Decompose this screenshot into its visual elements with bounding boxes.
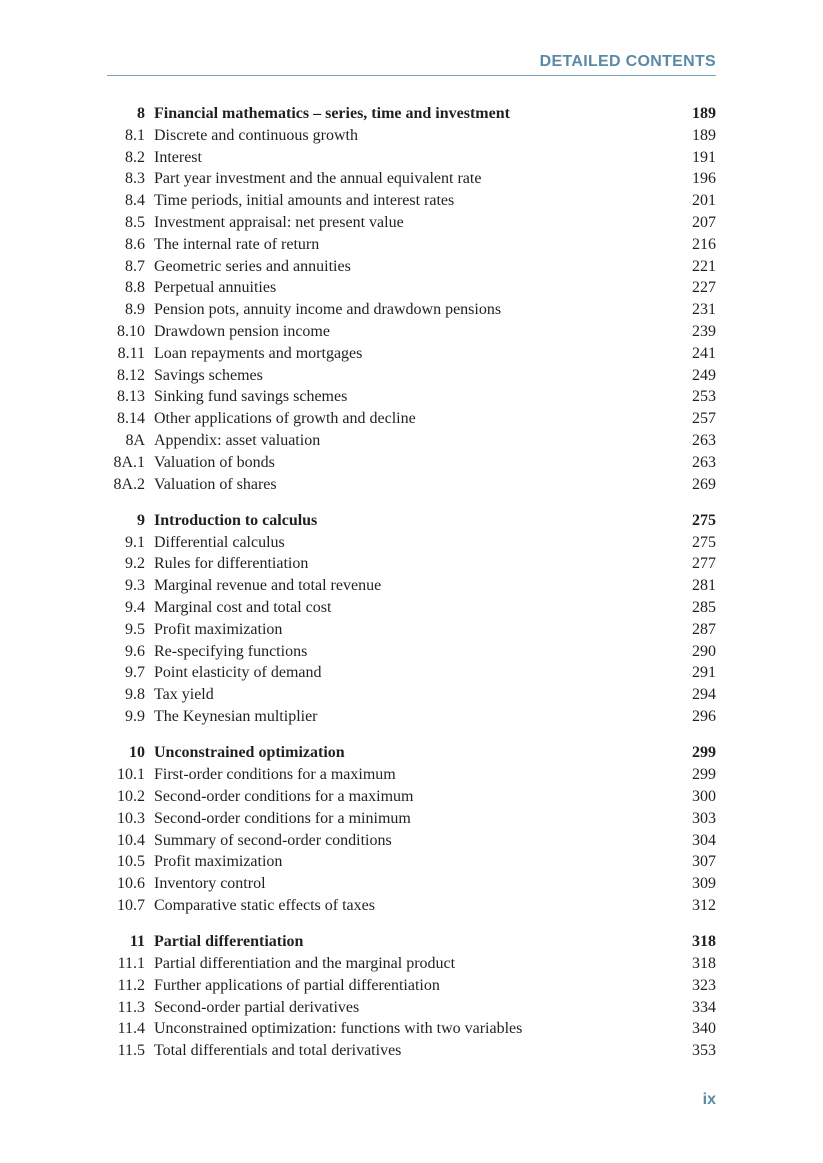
entry-page: 189 (692, 126, 716, 144)
entry-page: 312 (692, 896, 716, 914)
entry-page: 249 (692, 366, 716, 384)
running-header: DETAILED CONTENTS (539, 53, 716, 70)
toc-entry (107, 830, 716, 852)
entry-title: The internal rate of return (154, 235, 320, 253)
entry-page: 291 (692, 664, 716, 682)
entry-page: 287 (692, 620, 716, 638)
entry-page: 196 (692, 170, 716, 188)
entry-number: 9.1 (125, 533, 145, 551)
entry-number: 8.6 (125, 235, 145, 253)
entry-page: 263 (692, 453, 716, 471)
entry-number: 8.12 (117, 366, 145, 384)
entry-number: 8.3 (125, 170, 145, 188)
entry-title: Geometric series and annuities (154, 257, 351, 275)
entry-page: 303 (692, 809, 716, 827)
entry-number: 11.2 (117, 976, 145, 994)
entry-page: 253 (692, 388, 716, 406)
entry-title: Interest (154, 148, 202, 166)
entry-number: 9.2 (125, 555, 145, 573)
toc-entry (107, 764, 716, 786)
entry-title: Differential calculus (154, 533, 285, 551)
toc-entry (107, 147, 716, 169)
chapter-heading (107, 742, 716, 764)
chapter-heading (107, 510, 716, 532)
entry-title: Unconstrained optimization (154, 744, 345, 762)
entry-page: 285 (692, 599, 716, 617)
entry-title: Second-order conditions for a maximum (154, 787, 414, 805)
entry-title: Further applications of partial differentiation (154, 976, 440, 994)
entry-title: Point elasticity of demand (154, 664, 322, 682)
toc-entry (107, 256, 716, 278)
toc-entry (107, 619, 716, 641)
entry-title: Tax yield (154, 686, 214, 704)
chapter-block (107, 742, 716, 916)
entry-number: 8.13 (117, 388, 145, 406)
entry-title: Profit maximization (154, 620, 283, 638)
entry-number: 9.3 (125, 577, 145, 595)
entry-title: Appendix: asset valuation (154, 431, 321, 449)
entry-number: 8.9 (125, 301, 145, 319)
entry-title: Partial differentiation (154, 933, 304, 951)
entry-title: Valuation of shares (154, 475, 277, 493)
entry-page: 207 (692, 213, 716, 231)
entry-page: 221 (692, 257, 716, 275)
entry-title: Savings schemes (154, 366, 263, 384)
entry-title: Partial differentiation and the marginal product (154, 954, 456, 972)
entry-number: 8.11 (117, 344, 145, 362)
toc-entry (107, 662, 716, 684)
chapter-heading (107, 931, 716, 953)
toc-entry (107, 452, 716, 474)
entry-title: Discrete and continuous growth (154, 126, 358, 144)
entry-number: 8.14 (117, 410, 145, 428)
entry-title: Unconstrained optimization: functions with two variables (154, 1020, 523, 1038)
toc-entry (107, 474, 716, 496)
toc-entry (107, 343, 716, 365)
entry-page: 191 (692, 148, 716, 166)
entry-title: First-order conditions for a maximum (154, 766, 396, 784)
entry-title: Drawdown pension income (154, 322, 330, 340)
toc-entry (107, 641, 716, 663)
toc-entry (107, 873, 716, 895)
entry-number: 8.1 (125, 126, 145, 144)
entry-number: 10.1 (117, 766, 145, 784)
entry-title: Re-specifying functions (154, 642, 308, 660)
entry-title: Financial mathematics – series, time and investment (154, 105, 510, 122)
toc-entry (107, 234, 716, 256)
entry-number: 10.6 (117, 875, 145, 893)
toc-entry (107, 125, 716, 147)
toc-entry (107, 1018, 716, 1040)
toc-entry (107, 299, 716, 321)
entry-page: 294 (692, 686, 716, 704)
header-rule (107, 75, 716, 76)
entry-page: 227 (692, 279, 716, 297)
chapter-block (107, 510, 716, 728)
entry-number: 10.7 (117, 896, 145, 914)
entry-number: 10.3 (117, 809, 145, 827)
toc-entry (107, 168, 716, 190)
toc-entry (107, 321, 716, 343)
entry-number: 9 (137, 511, 145, 529)
entry-page: 241 (692, 344, 716, 362)
entry-title: Investment appraisal: net present value (154, 213, 404, 231)
entry-page: 201 (692, 192, 716, 210)
entry-number: 8.8 (125, 279, 145, 297)
toc-entry (107, 851, 716, 873)
entry-page: 299 (692, 766, 716, 784)
entry-title: Summary of second-order conditions (154, 831, 392, 849)
entry-title: Marginal cost and total cost (154, 599, 332, 617)
entry-number: 11.3 (117, 998, 145, 1016)
entry-number: 11 (129, 933, 145, 951)
entry-page: 290 (692, 642, 716, 660)
toc-entry (107, 597, 716, 619)
entry-page: 307 (692, 853, 716, 871)
entry-page: 231 (692, 301, 716, 319)
page-number: ix (702, 1091, 716, 1108)
toc-entry (107, 997, 716, 1019)
entry-title: Perpetual annuities (154, 279, 277, 297)
toc-entry (107, 953, 716, 975)
toc-entry (107, 808, 716, 830)
toc-entry (107, 190, 716, 212)
toc-entry (107, 365, 716, 387)
entry-number: 8.5 (125, 213, 145, 231)
chapter-heading (107, 103, 716, 125)
entry-page: 263 (692, 431, 716, 449)
entry-title: The Keynesian multiplier (154, 708, 318, 726)
entry-title: Profit maximization (154, 853, 283, 871)
toc-entry (107, 386, 716, 408)
entry-title: Part year investment and the annual equivalent rate (154, 170, 482, 188)
entry-number: 8.10 (117, 322, 145, 340)
entry-page: 281 (692, 577, 716, 595)
entry-number: 8.4 (125, 192, 145, 210)
entry-page: 334 (692, 998, 716, 1016)
entry-title: Inventory control (154, 875, 266, 893)
toc-entry (107, 684, 716, 706)
entry-number: 9.6 (125, 642, 145, 660)
toc-entry (107, 212, 716, 234)
entry-page: 189 (692, 105, 716, 122)
entry-number: 10.5 (117, 853, 145, 871)
entry-page: 340 (692, 1020, 716, 1038)
entry-number: 8.2 (125, 148, 145, 166)
entry-number: 9.9 (125, 708, 145, 726)
entry-number: 8A.1 (113, 453, 145, 471)
entry-number: 9.7 (125, 664, 145, 682)
entry-number: 8 (137, 105, 145, 122)
entry-title: Second-order partial derivatives (154, 998, 360, 1016)
entry-page: 275 (692, 533, 716, 551)
entry-title: Pension pots, annuity income and drawdown pensions (154, 301, 502, 319)
entry-page: 300 (692, 787, 716, 805)
entry-page: 309 (692, 875, 716, 893)
entry-title: Loan repayments and mortgages (154, 344, 363, 362)
toc-entry (107, 706, 716, 728)
entry-title: Comparative static effects of taxes (154, 896, 375, 914)
chapter-block (107, 931, 716, 1062)
entry-title: Rules for differentiation (154, 555, 309, 573)
entry-title: Other applications of growth and decline (154, 410, 416, 428)
entry-number: 8A (125, 431, 145, 449)
entry-page: 277 (692, 555, 716, 573)
entry-number: 9.4 (125, 599, 145, 617)
entry-page: 275 (692, 511, 716, 529)
entry-page: 304 (692, 831, 716, 849)
toc-entry (107, 895, 716, 917)
toc-entry (107, 430, 716, 452)
entry-title: Introduction to calculus (154, 511, 318, 529)
entry-page: 239 (692, 322, 716, 340)
chapter-block (107, 103, 716, 495)
entry-page: 269 (692, 475, 716, 493)
entry-number: 10.2 (117, 787, 145, 805)
toc-entry (107, 975, 716, 997)
toc-entry (107, 532, 716, 554)
entry-title: Second-order conditions for a minimum (154, 809, 411, 827)
entry-number: 11.1 (117, 954, 145, 972)
entry-number: 10.4 (117, 831, 145, 849)
entry-title: Valuation of bonds (154, 453, 275, 471)
toc-entry (107, 408, 716, 430)
table-of-contents (107, 103, 716, 1076)
entry-title: Marginal revenue and total revenue (154, 577, 382, 595)
entry-page: 353 (692, 1042, 716, 1060)
entry-page: 323 (692, 976, 716, 994)
entry-number: 8A.2 (113, 475, 145, 493)
toc-entry (107, 575, 716, 597)
entry-title: Total differentials and total derivatives (154, 1042, 402, 1060)
entry-number: 9.5 (125, 620, 145, 638)
entry-page: 299 (692, 744, 716, 762)
entry-page: 257 (692, 410, 716, 428)
entry-title: Sinking fund savings schemes (154, 388, 348, 406)
toc-entry (107, 786, 716, 808)
toc-entry (107, 1040, 716, 1062)
entry-number: 8.7 (125, 257, 145, 275)
entry-page: 318 (692, 954, 716, 972)
toc-entry (107, 553, 716, 575)
entry-number: 10 (129, 744, 145, 762)
entry-title: Time periods, initial amounts and interest rates (154, 192, 455, 210)
entry-page: 216 (692, 235, 716, 253)
entry-page: 318 (692, 933, 716, 951)
entry-number: 9.8 (125, 686, 145, 704)
entry-number: 11.5 (117, 1042, 145, 1060)
toc-entry (107, 277, 716, 299)
entry-number: 11.4 (117, 1020, 145, 1038)
entry-page: 296 (692, 708, 716, 726)
